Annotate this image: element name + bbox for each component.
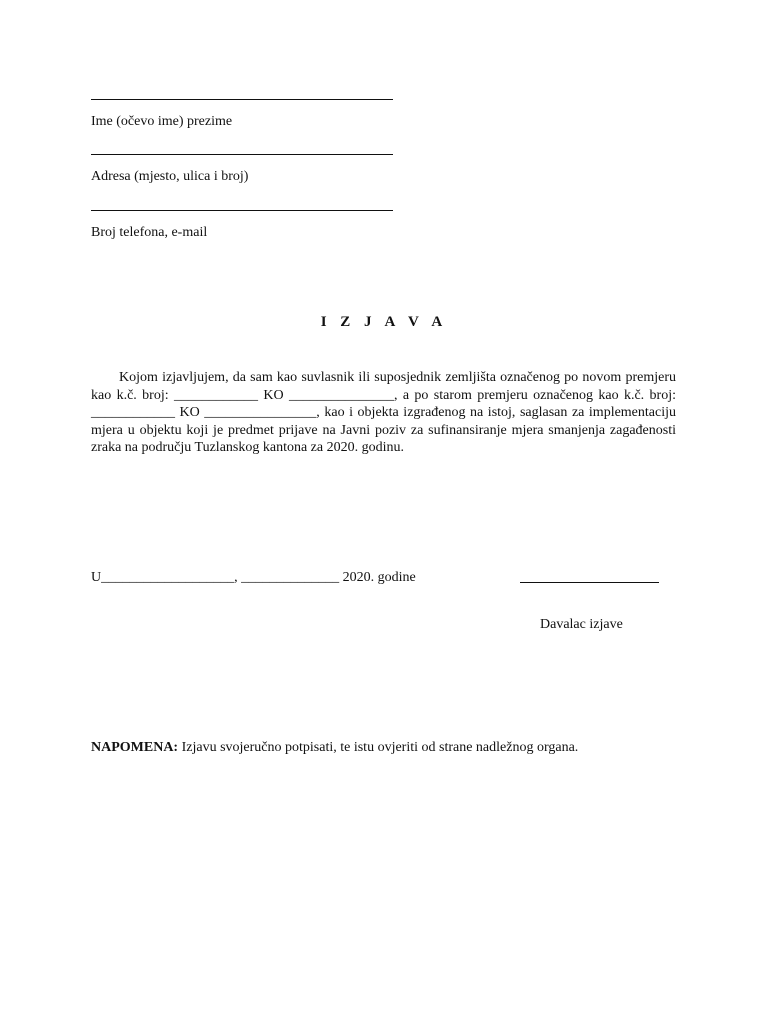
document-title: I Z J A V A <box>320 314 448 330</box>
note-text: Izjavu svojeručno potpisati, te istu ovjeriti od strane nadležnog organa. <box>178 740 579 755</box>
contact-line <box>91 210 393 211</box>
note-label: NAPOMENA: <box>91 740 179 755</box>
address-label: Adresa (mjesto, ulica i broj) <box>91 169 249 184</box>
signature-line <box>520 582 659 583</box>
statement-text: Kojom izjavljujem, da sam kao suvlasnik ili suposjednik zemljišta označenog po novom premjeru kao k.č. broj: ____________ KO _______________, a po starom premjeru označenog kao k.č. broj: ____________ KO ________________, kao i objekta izgrađenog na istoj, saglasan za implementaciju mjera u objektu koji je predmet prijave na Javni poziv za sufinansiranje mjera smanjenja zagađenosti zraka na području Tuzlanskog kantona za 2020. godinu. <box>91 370 676 455</box>
signer-label: Davalac izjave <box>540 617 623 632</box>
contact-label: Broj telefona, e-mail <box>91 225 208 240</box>
name-line <box>91 99 393 100</box>
signature-row <box>91 569 676 589</box>
place-date-field: U___________________, ______________ 2020. godine <box>91 570 416 585</box>
note <box>91 739 578 757</box>
address-line <box>91 154 393 155</box>
name-label: Ime (očevo ime) prezime <box>91 114 233 129</box>
